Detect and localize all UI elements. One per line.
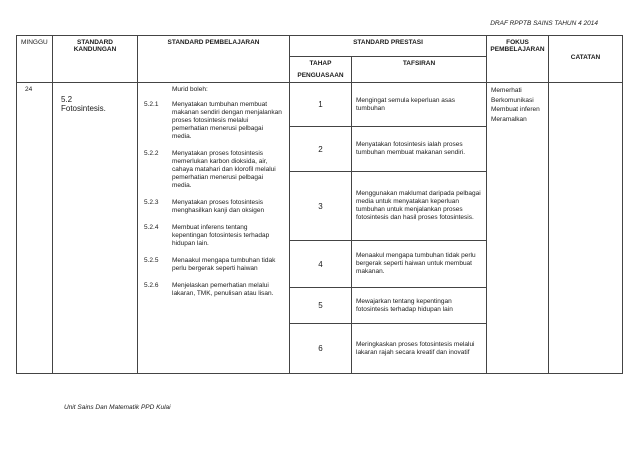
- header-fokus-pembelajaran: FOKUS PEMBELAJARAN: [487, 36, 549, 83]
- standard-kandungan-cell: 5.2 Fotosintesis.: [53, 83, 138, 374]
- tahap-cell: 4: [290, 241, 352, 288]
- standard-pembelajaran-cell: [138, 83, 290, 374]
- standard-item: 5.2.2 Menyatakan proses fotosintesis memerlukan karbon dioksida, air, cahaya matahari dan klorofil melalui pemerhatian menerusi pelbagai media.: [144, 150, 276, 189]
- tahap-cell: 5: [290, 288, 352, 324]
- standard-item: 5.2.6 Menjelaskan pemerhatian melalui lakaran, TMK, penulisan atau lisan.: [144, 282, 274, 297]
- header-standard-kandungan: STANDARD KANDUNGAN: [53, 36, 138, 83]
- catatan-cell: [549, 83, 623, 374]
- header-tahap: TAHAP PENGUASAAN: [290, 57, 352, 83]
- tafsiran-cell: Menyatakan fotosintesis ialah proses tumbuhan membuat makanan sendiri.: [352, 127, 487, 172]
- fokus-cell: [487, 83, 549, 374]
- standard-item: 5.2.3 Menyatakan proses fotosintesis menghasilkan kanji dan oksigen: [144, 199, 265, 214]
- standard-item: 5.2.5 Menaakul mengapa tumbuhan tidak perlu bergerak seperti haiwan: [144, 257, 276, 272]
- header-standard-pembelajaran: STANDARD PEMBELAJARAN: [138, 36, 290, 83]
- header-standard-prestasi: STANDARD PRESTASI: [290, 36, 487, 57]
- tafsiran-cell: Menggunakan maklumat daripada pelbagai media untuk menyatakan keperluan tumbuhan untuk menjalankan proses fotosintesis dan hasil proses fotosintesis.: [352, 172, 487, 241]
- document-footer-note: Unit Sains Dan Matematik PPD Kulai: [64, 404, 171, 411]
- fokus-item: Berkomunikasi: [491, 96, 534, 104]
- document-header-note: DRAF RPPTB SAINS TAHUN 4 2014: [490, 20, 598, 27]
- fokus-item: Meramalkan: [491, 115, 527, 123]
- tafsiran-cell: Mewajarkan tentang kepentingan fotosintesis terhadap hidupan lain: [352, 288, 487, 324]
- tafsiran-cell: Mengingat semula keperluan asas tumbuhan: [352, 83, 487, 127]
- standard-item: 5.2.4 Membuat inferens tentang kepentingan fotosintesis terhadap hidupan lain.: [144, 224, 270, 247]
- intro-text: Murid boleh:: [172, 86, 208, 93]
- header-minggu: MINGGU: [17, 36, 53, 83]
- tahap-cell: 2: [290, 127, 352, 172]
- header-catatan: CATATAN: [549, 36, 623, 83]
- fokus-item: Membuat inferen: [491, 106, 540, 113]
- fokus-item: Memerhati: [491, 87, 522, 94]
- tafsiran-cell: Menaakul mengapa tumbuhan tidak perlu bergerak seperti haiwan untuk membuat makanan.: [352, 241, 487, 288]
- tahap-cell: 1: [290, 83, 352, 127]
- lesson-plan-table: [16, 35, 623, 374]
- tahap-cell: 3: [290, 172, 352, 241]
- standard-item: 5.2.1 Menyatakan tumbuhan membuat makanan sendiri dengan menjalankan proses fotosintesis melalui pemerhatian menerusi pelbagai media.: [144, 101, 282, 140]
- tafsiran-cell: Meringkaskan proses fotosintesis melalui lakaran rajah secara kreatif dan inovatif: [352, 324, 487, 374]
- header-tafsiran: TAFSIRAN: [352, 57, 487, 83]
- week-cell: 24: [17, 83, 53, 374]
- tahap-cell: 6: [290, 324, 352, 374]
